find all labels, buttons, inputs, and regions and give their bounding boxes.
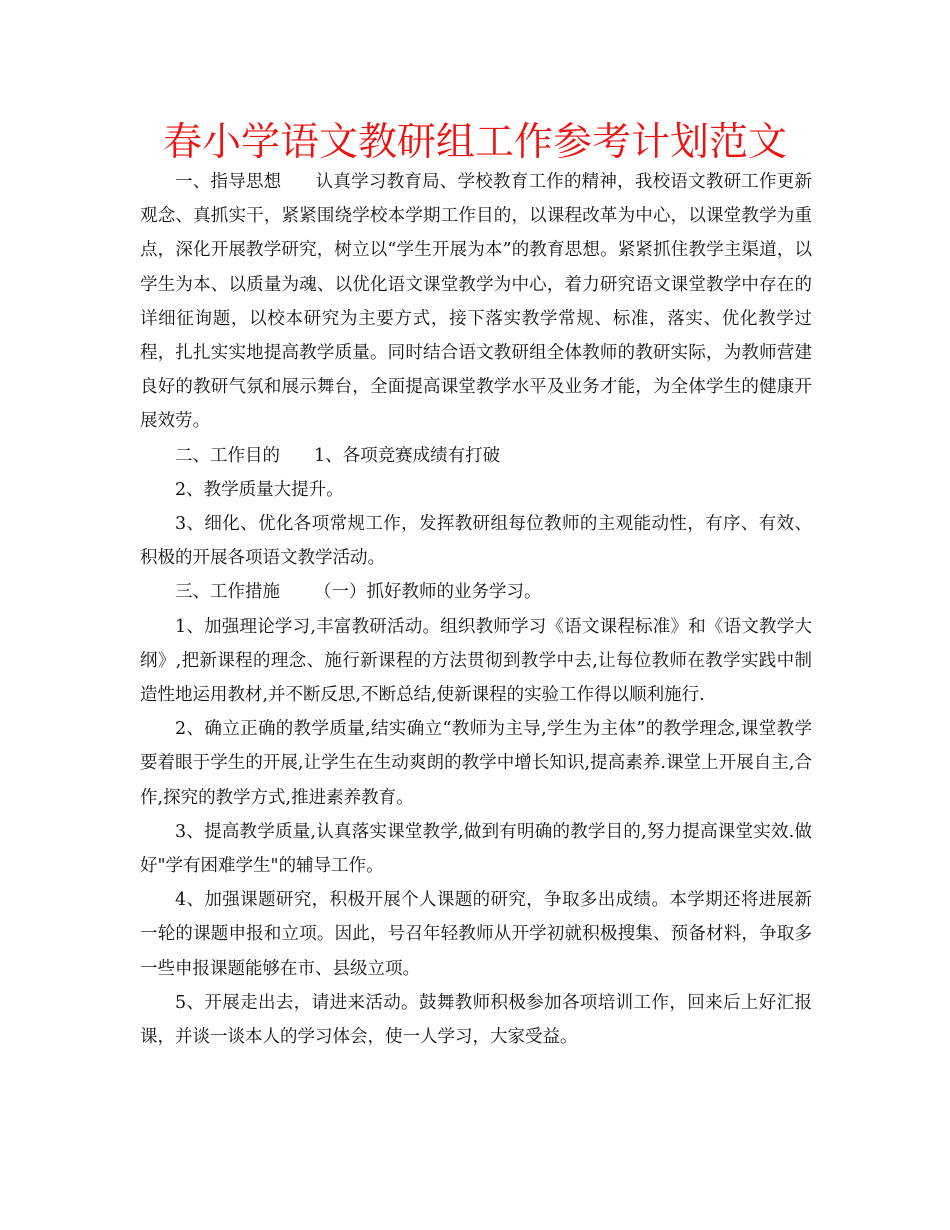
section-3-item-4: 4、加强课题研究，积极开展个人课题的研究，争取多出成绩。本学期还将进展新一轮的课题申报和立项。因此，号召年轻教师从开学初就积极搜集、预备材料，争取多一些申报课题能够在市、县级立项。 (140, 890, 812, 979)
section-2-heading: 二、工作目的 (175, 445, 280, 466)
section-2-item-3: 3、细化、优化各项常规工作，发挥教研组每位教师的主观能动性，有序、有效、积极的开展各项语文教学活动。 (140, 514, 812, 569)
section-3-paragraph (140, 575, 812, 609)
section-1-paragraph (140, 165, 812, 439)
section-3-heading: 三、工作措施 (175, 582, 280, 603)
section-3-item-5: 5、开展走出去，请进来活动。鼓舞教师积极参加各项培训工作，回来后上好汇报课，并谈一谈本人的学习体会，使一人学习，大家受益。 (140, 992, 812, 1048)
section-3-item-2: 2、确立正确的教学质量,结实确立“教师为主导,学生为主体”的教学理念,课堂教学要着眼于学生的开展,让学生在生动爽朗的教学中增长知识,提高素养.课堂上开展自主,合作,探究的教学方式,推进素养教育。 (140, 719, 812, 808)
section-2-item-2: 2、教学质量大提升。 (175, 479, 344, 500)
section-1-heading: 一、指导思想 (175, 172, 282, 192)
section-1-text: 认真学习教育局、学校教育工作的精神，我校语文教研工作更新观念、真抓实干，紧紧围绕学校本学期工作目的，以课程改革为中心，以课堂教学为重点，深化开展教学研究，树立以“学生开展为本”的教育思想。紧紧抓住教学主渠道，以学生为本、以质量为魂、以优化语文课堂教学为中心，着力研究语文课堂教学中存在的详细征询题，以校本研究为主要方式，接下落实教学常规、标准，落实、优化教学过程，扎扎实实地提高教学质量。同时结合语文教研组全体教师的教研实际，为教师营建良好的教研气氛和展示舞台，全面提高课堂教学水平及业务才能，为全体学生的健康开展效劳。 (140, 172, 813, 432)
section-2-paragraph (140, 439, 812, 473)
document-title: 春小学语文教研组工作参考计划范文 (162, 120, 787, 165)
section-3-subheading-1: （一）抓好教师的业务学习。 (314, 582, 542, 603)
document-body (140, 165, 812, 1054)
section-2-item-1: 1、各项竞赛成绩有打破 (314, 445, 501, 466)
section-3-item-1: 1、加强理论学习,丰富教研活动。组织教师学习《语文课程标准》和《语文教学大纲》,把新课程的理念、施行新课程的方法贯彻到教学中去,让每位教师在教学实践中制造性地运用教材,并不断反思,不断总结,使新课程的实验工作得以顺利施行. (140, 616, 812, 706)
section-3-item-3: 3、提高教学质量,认真落实课堂教学,做到有明确的教学目的,努力提高课堂实效.做好"学有困难学生"的辅导工作。 (140, 821, 812, 877)
